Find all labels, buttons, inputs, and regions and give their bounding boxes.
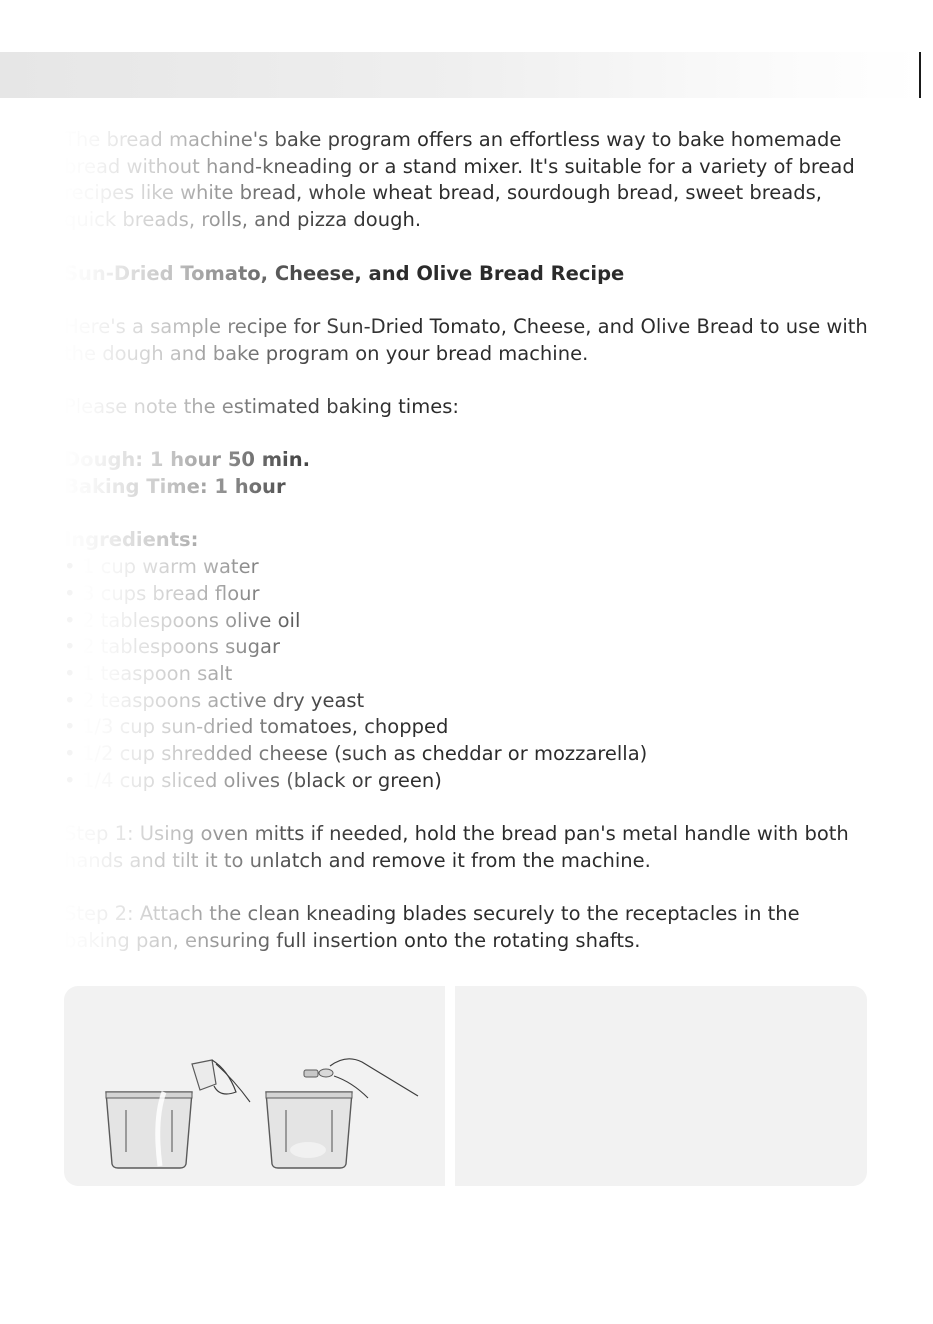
list-item: • 2 tablespoons olive oil bbox=[64, 608, 869, 635]
bread-pan-illustration bbox=[100, 1040, 430, 1180]
list-item: • 1 teaspoon salt bbox=[64, 661, 869, 688]
baking-note: Please note the estimated baking times: bbox=[64, 394, 869, 421]
document-body bbox=[64, 127, 869, 981]
step-2-label: Step 2: bbox=[64, 902, 134, 926]
recipe-title: Sun-Dried Tomato, Cheese, and Olive Bread Recipe bbox=[64, 261, 869, 288]
list-item: • 1 cup warm water bbox=[64, 554, 869, 581]
blank-panel bbox=[455, 986, 867, 1186]
recipe-intro: Here's a sample recipe for Sun-Dried Tomato, Cheese, and Olive Bread to use with the dough and bake program on your bread machine. bbox=[64, 314, 869, 367]
list-item: • 2 teaspoons active dry yeast bbox=[64, 688, 869, 715]
step-1-text: Using oven mitts if needed, hold the bread pan's metal handle with both hands and tilt it to unlatch and remove it from the machine. bbox=[64, 822, 849, 872]
bread-pan-blade-illustration bbox=[266, 1059, 418, 1168]
list-item: • 2 tablespoons sugar bbox=[64, 634, 869, 661]
list-item: • 1/3 cup sun-dried tomatoes, chopped bbox=[64, 714, 869, 741]
dough-time: Dough: 1 hour 50 min. bbox=[64, 447, 869, 474]
list-item: • 3 cups bread flour bbox=[64, 581, 869, 608]
header-edge-rule bbox=[919, 52, 921, 98]
list-item: • 1/2 cup shredded cheese (such as cheddar or mozzarella) bbox=[64, 741, 869, 768]
bread-pan-pouring-illustration bbox=[106, 1060, 250, 1168]
intro-paragraph: The bread machine's bake program offers an effortless way to bake homemade bread without hand-kneading or a stand mixer. It's suitable for a variety of bread recipes like white bread, whole wheat bread, sourdough bread, sweet breads, quick breads, rolls, and pizza dough. bbox=[64, 127, 869, 234]
step-2-text: Attach the clean kneading blades securely to the receptacles in the baking pan, ensuring full insertion onto the rotating shafts. bbox=[64, 902, 800, 952]
header-band bbox=[0, 52, 920, 98]
step-2 bbox=[64, 901, 869, 954]
baking-time: Baking Time: 1 hour bbox=[64, 474, 869, 501]
baking-times bbox=[64, 447, 869, 500]
step-1-label: Step 1: bbox=[64, 822, 134, 846]
ingredients-title: Ingredients: bbox=[64, 527, 869, 554]
step-1 bbox=[64, 821, 869, 874]
list-item: • 1/4 cup sliced olives (black or green) bbox=[64, 768, 869, 795]
ingredients-list bbox=[64, 554, 869, 794]
